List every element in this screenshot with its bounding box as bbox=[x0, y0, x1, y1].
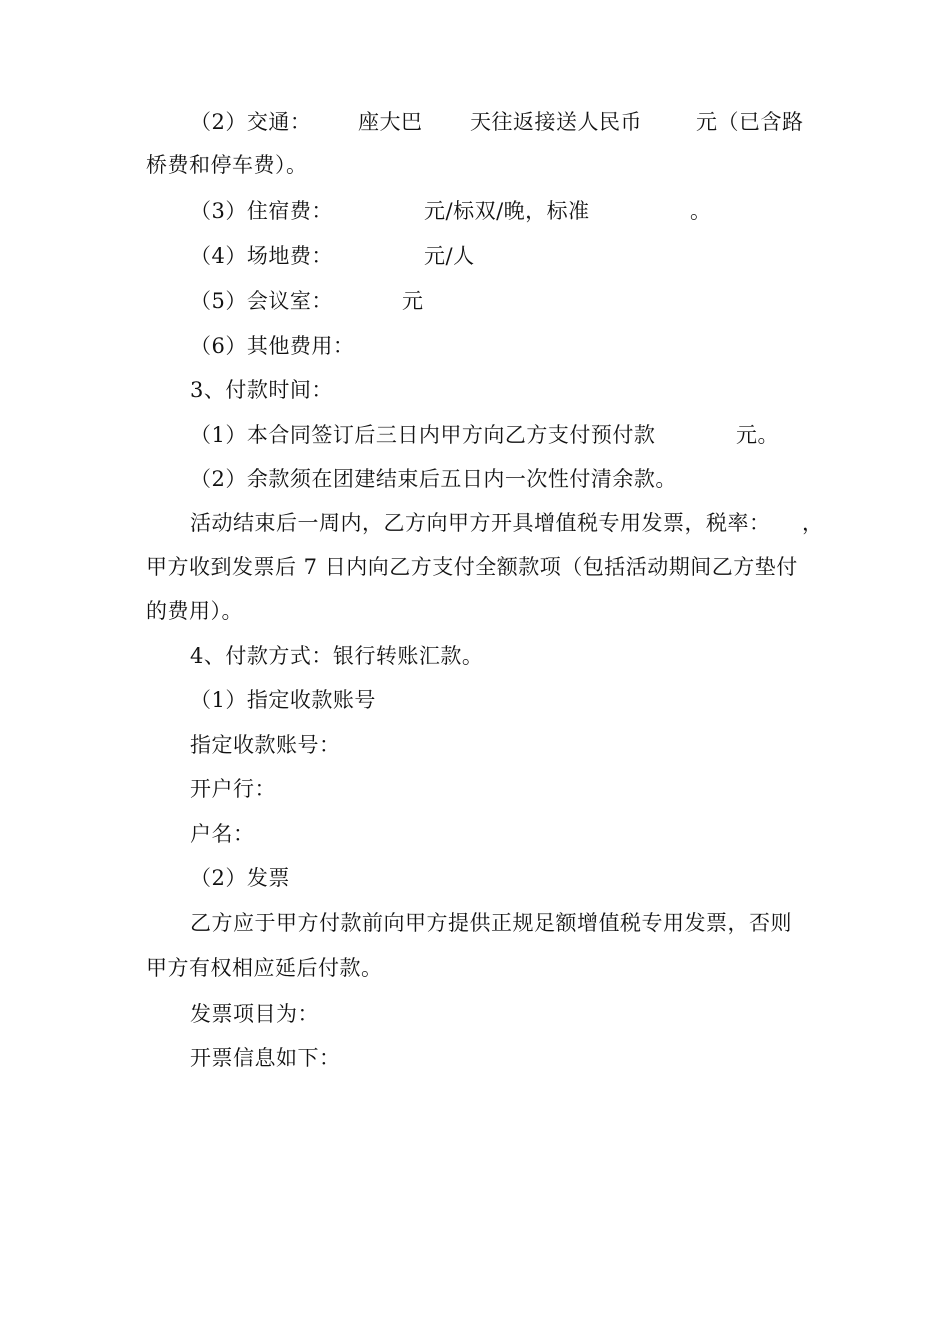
venue-unit: 元/人 bbox=[424, 244, 475, 268]
other-fees-line: （6）其他费用： bbox=[190, 334, 355, 358]
invoice-para-line1-comma: ， bbox=[802, 511, 824, 535]
invoice-heading: （2）发票 bbox=[190, 866, 290, 890]
invoice-info-line: 开票信息如下： bbox=[190, 1046, 341, 1070]
payment-time-item2: （2）余款须在团建结束后五日内一次性付清余款。 bbox=[190, 467, 677, 491]
lodging-label: （3）住宿费： bbox=[190, 199, 333, 223]
payment-time-item1-text: （1）本合同签订后三日内甲方向乙方支付预付款 bbox=[190, 423, 656, 447]
venue-label: （4）场地费： bbox=[190, 244, 333, 268]
meeting-room-label: （5）会议室： bbox=[190, 289, 333, 313]
account-heading: （1）指定收款账号 bbox=[190, 688, 376, 712]
lodging-end: 。 bbox=[690, 199, 712, 223]
transport-days: 天往返接送人民币 bbox=[470, 110, 642, 134]
invoice-para-main-line1: 乙方应于甲方付款前向甲方提供正规足额增值税专用发票，否则 bbox=[190, 911, 792, 935]
invoice-para-line2: 甲方收到发票后 7 日内向乙方支付全额款项（包括活动期间乙方垫付 bbox=[146, 555, 798, 579]
transport-bus: 座大巴 bbox=[358, 110, 423, 134]
account-name-line: 户名： bbox=[190, 822, 255, 846]
payment-method-heading: 4、付款方式：银行转账汇款。 bbox=[190, 644, 484, 668]
transport-label: （2）交通： bbox=[190, 110, 312, 134]
payment-time-heading: 3、付款时间： bbox=[190, 378, 333, 402]
invoice-items-line: 发票项目为： bbox=[190, 1002, 319, 1026]
transport-yuan: 元（已含路 bbox=[696, 110, 804, 134]
invoice-para-main-line2: 甲方有权相应延后付款。 bbox=[146, 956, 383, 980]
payment-time-item1-unit: 元。 bbox=[736, 423, 779, 447]
meeting-room-unit: 元 bbox=[402, 289, 424, 313]
invoice-para-line3: 的费用）。 bbox=[146, 599, 243, 623]
bank-line: 开户行： bbox=[190, 777, 276, 801]
transport-continued: 桥费和停车费）。 bbox=[146, 153, 308, 177]
invoice-para-line1-text: 活动结束后一周内，乙方向甲方开具增值税专用发票，税率： bbox=[190, 511, 771, 535]
account-number-line: 指定收款账号： bbox=[190, 733, 341, 757]
lodging-unit: 元/标双/晚，标准 bbox=[424, 199, 590, 223]
